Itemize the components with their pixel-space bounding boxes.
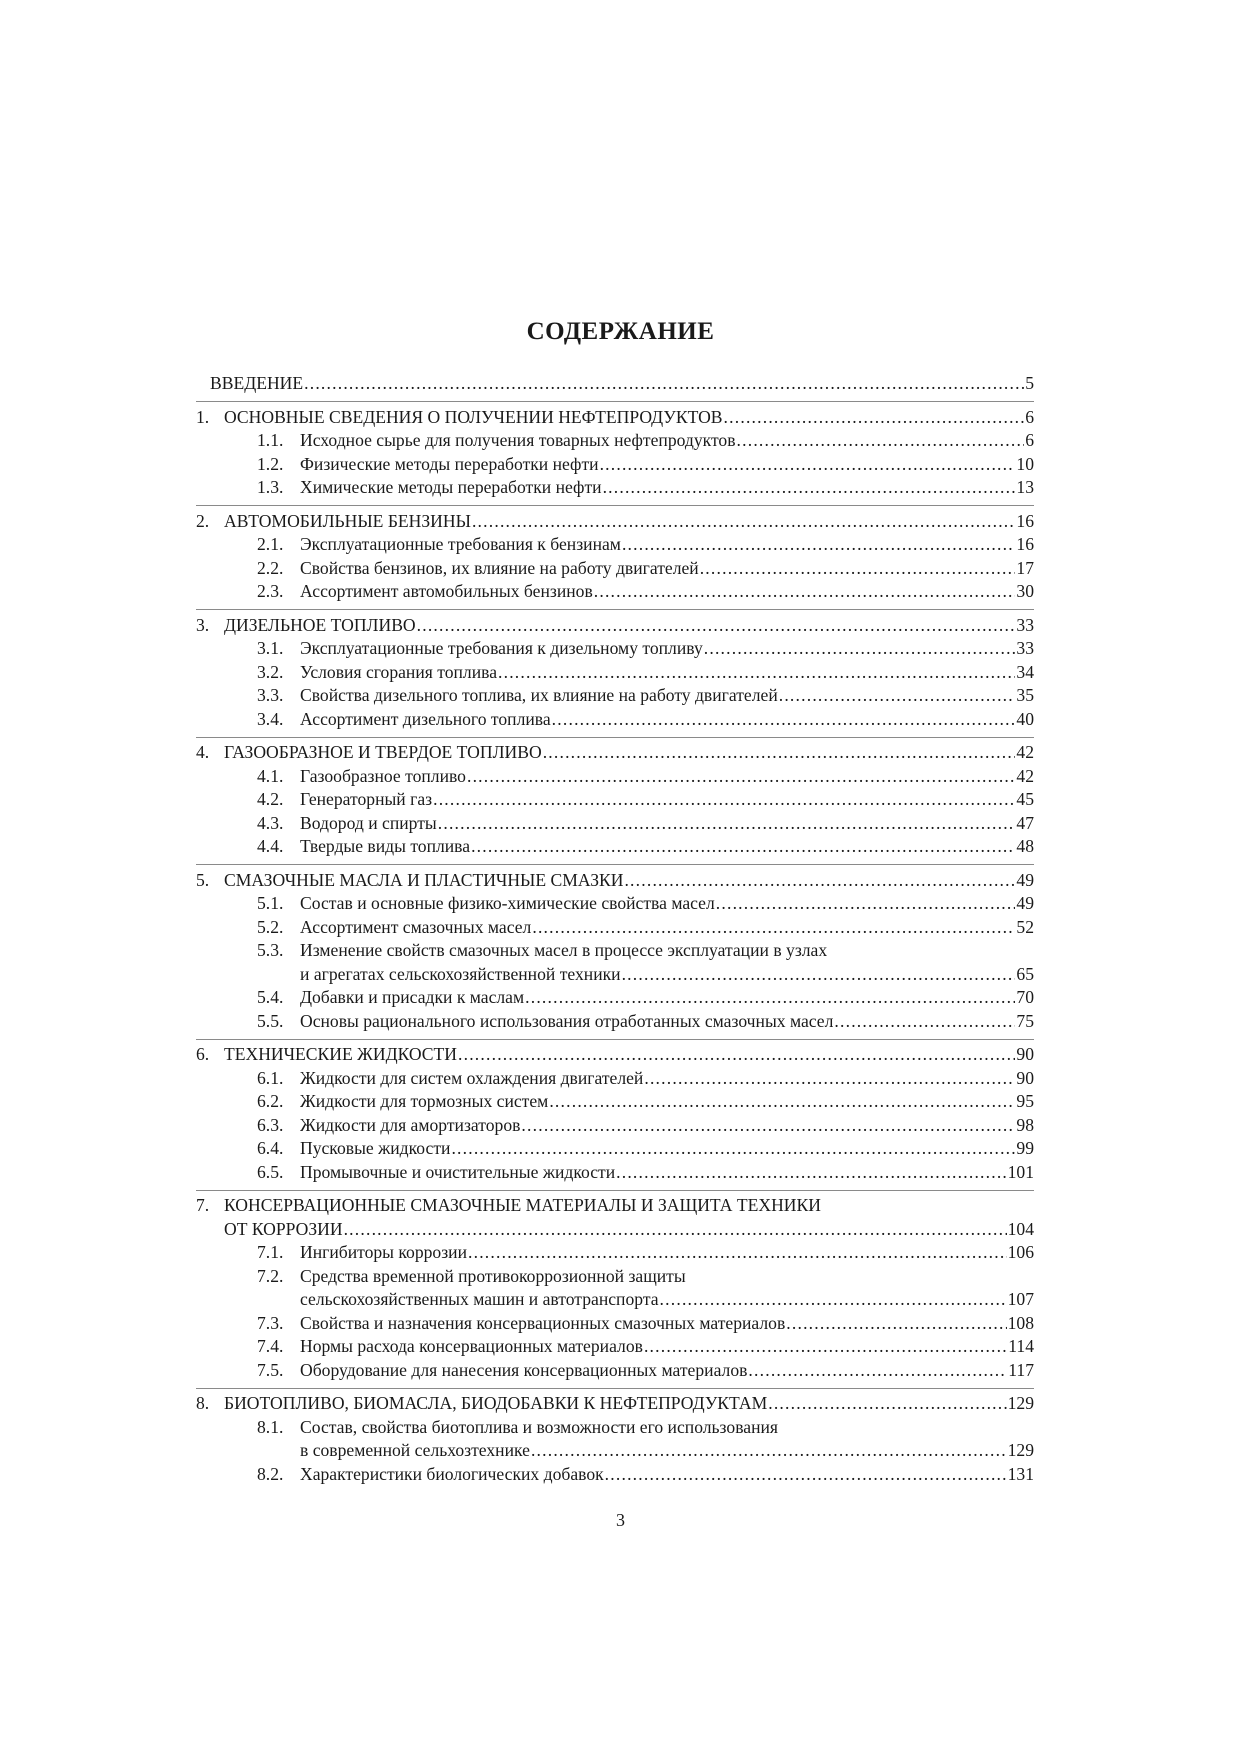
toc-section-number: 7.2. [257,1265,284,1286]
toc-chapter-group [196,510,1034,611]
toc-leader-dots [724,406,1025,430]
toc-chapter-number: 8. [196,1393,210,1413]
toc-section-title: Свойства бензинов, их влияние на работу двигателей [300,557,699,578]
toc-leader-dots [716,892,1016,916]
toc-leader-dots [768,1392,1006,1416]
toc-chapter-title: АВТОМОБИЛЬНЫЕ БЕНЗИНЫ [224,510,471,531]
toc-chapter-number: 1. [196,406,210,427]
toc-chapter-number: 5. [196,869,210,890]
toc-section-row[interactable] [196,1312,1034,1336]
toc-section-row[interactable] [196,708,1034,732]
toc-section-title: Генераторный газ [300,789,433,809]
toc-section-number: 4.1. [257,765,284,786]
toc-section-number: 2.2. [257,557,284,578]
toc-leader-dots [549,1090,1015,1114]
toc-section-title: Жидкости для амортизаторов [300,1114,521,1135]
toc-section-page: 13 [1016,477,1034,497]
toc-section-number: 6.1. [257,1067,284,1088]
toc-leader-dots [417,614,1016,638]
toc-section-title: Характеристики биологических добавок [300,1463,604,1484]
toc-section-title: Водород и спирты [300,812,437,833]
toc-section-row[interactable] [196,1416,1034,1440]
toc-intro-group [196,372,1034,402]
toc-section-row[interactable] [196,637,1034,661]
toc-leader-dots [532,916,1015,940]
toc-section-row[interactable] [196,533,1034,557]
toc-section-title: Оборудование для нанесения консервационных материалов [300,1359,748,1380]
toc-chapter-group [196,1043,1034,1191]
toc-section-title: Состав, свойства биотоплива и возможности его использования [300,1416,779,1437]
toc-section-row[interactable] [196,939,1034,963]
toc-section-title: Состав и основные физико-химические свойства масел [300,893,715,913]
toc-section-title: Ингибиторы коррозии [300,1242,468,1262]
toc-section-number: 3.4. [257,708,284,729]
toc-section-page: 48 [1016,836,1034,856]
toc-chapter-title-continued: ОТ КОРРОЗИИ [224,1218,343,1239]
toc-section-row[interactable] [196,1265,1034,1289]
toc-section-number: 5.3. [257,940,284,960]
toc-chapter-number: 6. [196,1044,210,1064]
toc-leader-dots [748,1359,1007,1383]
toc-section-title: Химические методы переработки нефти [300,477,602,497]
toc-section-row[interactable] [196,1241,1034,1265]
toc-chapter-title: ДИЗЕЛЬНОЕ ТОПЛИВО [224,614,416,635]
toc-section-page: 33 [1016,638,1034,658]
toc-section-title-continued: в современной сельхозтехнике [300,1440,530,1460]
toc-chapter-row-continued[interactable] [196,1218,1034,1242]
toc-section-page: 16 [1016,534,1034,554]
toc-chapter-number: 4. [196,742,210,762]
toc-section-number: 3.2. [257,661,284,682]
toc-section-page: 65 [1016,963,1034,984]
toc-chapter-number: 2. [196,510,210,531]
toc-section-row[interactable] [196,1359,1034,1383]
toc-section-title: Средства временной противокоррозионной защиты [300,1265,686,1286]
toc-section-row[interactable] [196,1137,1034,1161]
toc-leader-dots [471,835,1015,859]
toc-chapter-title: СМАЗОЧНЫЕ МАСЛА И ПЛАСТИЧНЫЕ СМАЗКИ [224,869,624,890]
toc-leader-dots [304,372,1024,396]
toc-section-title: Газообразное топливо [300,765,466,786]
toc-leader-dots [616,1161,1006,1185]
toc-section-page: 106 [1007,1242,1034,1262]
toc-chapter-page: 104 [1007,1218,1034,1239]
toc-leader-dots [622,533,1015,557]
toc-section-number: 1.3. [257,477,284,497]
toc-section-page: 17 [1016,557,1034,578]
toc-chapter-row[interactable] [196,1194,1034,1218]
toc-section-row-continued[interactable] [196,1439,1034,1463]
toc-section-number: 8.2. [257,1463,284,1484]
toc-leader-dots [467,765,1015,789]
toc-leader-dots [644,1067,1015,1091]
toc-section-title: Свойства дизельного топлива, их влияние на работу двигателей [300,685,778,705]
toc-section-number: 6.4. [257,1138,284,1158]
toc-section-title-continued: сельскохозяйственных машин и автотранспорта [300,1289,659,1309]
toc-chapter-number: 7. [196,1195,210,1215]
toc-chapter-row[interactable] [196,510,1034,534]
toc-chapter-page: 42 [1016,742,1034,762]
toc-section-title: Изменение свойств смазочных масел в процессе эксплуатации в узлах [300,940,828,960]
toc-leader-dots [594,580,1016,604]
toc-chapter-page: 33 [1016,614,1034,635]
toc-section-title: Исходное сырье для получения товарных нефтепродуктов [300,430,736,450]
toc-section-row[interactable] [196,835,1034,859]
toc-section-page: 47 [1016,812,1034,833]
toc-section-page: 129 [1007,1440,1034,1460]
toc-section-number: 3.1. [257,638,284,658]
toc-leader-dots [786,1312,1006,1336]
toc-section-title: Ассортимент смазочных масел [300,916,532,937]
toc-section-title: Промывочные и очистительные жидкости [300,1161,616,1182]
toc-chapter-row[interactable] [196,614,1034,638]
toc-section-row[interactable] [196,788,1034,812]
toc-section-number: 5.2. [257,916,284,937]
toc-section-page: 95 [1016,1091,1034,1111]
toc-section-row[interactable] [196,661,1034,685]
toc-chapter-row[interactable] [196,406,1034,430]
toc-leader-dots [438,812,1016,836]
toc-chapter-title: КОНСЕРВАЦИОННЫЕ СМАЗОЧНЫЕ МАТЕРИАЛЫ И ЗАЩИТА ТЕХНИКИ [224,1195,821,1215]
toc-leader-dots [451,1137,1015,1161]
toc-section-row-continued[interactable] [196,1288,1034,1312]
toc-chapter-group [196,406,1034,507]
toc-leader-dots [543,741,1016,765]
toc-leader-dots [600,453,1016,477]
toc-leader-dots [344,1218,1007,1242]
toc-section-number: 7.3. [257,1312,284,1333]
toc-leader-dots [531,1439,1007,1463]
toc-chapter-group [196,869,1034,1040]
toc-leader-dots [700,557,1016,581]
toc-section-number: 2.3. [257,581,284,601]
toc-section-number: 7.5. [257,1359,284,1380]
toc-chapter-page: 6 [1025,406,1034,427]
toc-section-title: Физические методы переработки нефти [300,453,599,474]
toc-section-page: 10 [1016,453,1034,474]
toc-section-row[interactable] [196,1161,1034,1185]
toc-section-row[interactable] [196,1114,1034,1138]
toc-section-page: 108 [1007,1312,1034,1333]
toc-section-row[interactable] [196,453,1034,477]
toc-chapter-page: 90 [1016,1044,1034,1064]
toc-section-title: Ассортимент автомобильных бензинов [300,581,593,601]
toc-section-number: 4.3. [257,812,284,833]
toc-section-row[interactable] [196,580,1034,604]
toc-chapter-row[interactable] [196,741,1034,765]
toc-section-title: Нормы расхода консервационных материалов [300,1336,643,1356]
toc-chapter-title: ГАЗООБРАЗНОЕ И ТВЕРДОЕ ТОПЛИВО [224,742,542,762]
toc-section-row[interactable] [196,429,1034,453]
toc-section-title: Эксплуатационные требования к бензинам [300,534,621,554]
toc-section-page: 98 [1016,1114,1034,1135]
toc-section-page: 34 [1016,661,1034,682]
toc-leader-dots [552,708,1016,732]
toc-section-row[interactable] [196,684,1034,708]
toc-section-number: 1.2. [257,453,284,474]
toc-section-title: Твердые виды топлива [300,836,471,856]
toc-leader-dots [779,684,1016,708]
toc-section-row[interactable] [196,916,1034,940]
toc-section-title: Пусковые жидкости [300,1138,451,1158]
toc-section-number: 5.4. [257,987,284,1007]
toc-chapter-row[interactable] [196,1392,1034,1416]
toc-section-page: 30 [1016,581,1034,601]
toc-section-row[interactable] [196,765,1034,789]
toc-leader-dots [433,788,1015,812]
toc-section-row[interactable] [196,1335,1034,1359]
toc-section-number: 5.1. [257,893,284,913]
toc-section-row[interactable] [196,476,1034,500]
toc-chapter-page: 49 [1016,869,1034,890]
toc-chapter-number: 3. [196,614,210,635]
toc-section-page: 45 [1016,789,1034,809]
toc-intro-page: 5 [1025,373,1034,393]
toc-leader-dots [834,1010,1015,1034]
page-title: СОДЕРЖАНИЕ [526,318,715,345]
toc-section-number: 7.4. [257,1336,284,1356]
toc-section-page: 52 [1016,916,1034,937]
toc-section-row[interactable] [196,1067,1034,1091]
toc-section-page: 35 [1016,685,1034,705]
toc-section-page: 101 [1007,1161,1034,1182]
toc-chapter-group [196,1392,1034,1492]
toc-section-page: 131 [1007,1463,1034,1484]
toc-chapter-title: БИОТОПЛИВО, БИОМАСЛА, БИОДОБАВКИ К НЕФТЕПРОДУКТАМ [224,1393,768,1413]
toc-section-row[interactable] [196,1010,1034,1034]
toc-chapter-group [196,614,1034,738]
toc-leader-dots [704,637,1016,661]
toc-section-title: Жидкости для систем охлаждения двигателей [300,1067,644,1088]
toc-leader-dots [737,429,1025,453]
toc-section-title: Основы рационального использования отработанных смазочных масел [300,1010,834,1031]
toc-chapter-title: ОСНОВНЫЕ СВЕДЕНИЯ О ПОЛУЧЕНИИ НЕФТЕПРОДУКТОВ [224,406,723,427]
page-number: 3 [616,1510,625,1530]
toc-section-page: 90 [1016,1067,1034,1088]
toc-section-title-continued: и агрегатах сельскохозяйственной техники [300,963,621,984]
toc-intro-title: ВВЕДЕНИЕ [210,373,304,393]
toc-chapter-page: 129 [1007,1393,1034,1413]
toc-section-title: Жидкости для тормозных систем [300,1091,549,1111]
toc-leader-dots [521,1114,1015,1138]
toc-chapter-row[interactable] [196,1043,1034,1067]
toc-section-page: 114 [1008,1336,1034,1356]
toc-section-row-continued[interactable] [196,963,1034,987]
toc-leader-dots [498,661,1015,685]
toc-chapter-row[interactable] [196,869,1034,893]
toc-leader-dots [525,986,1015,1010]
toc-section-row[interactable] [196,986,1034,1010]
toc-section-number: 7.1. [257,1242,284,1262]
toc-section-title: Добавки и присадки к маслам [300,987,525,1007]
toc-section-number: 2.1. [257,534,284,554]
toc-section-number: 4.2. [257,789,284,809]
toc-section-number: 8.1. [257,1416,284,1437]
toc-section-title: Эксплуатационные требования к дизельному топливу [300,638,703,658]
toc-chapter-page: 16 [1016,510,1034,531]
toc-leader-dots [458,1043,1015,1067]
toc-leader-dots [660,1288,1007,1312]
toc-section-page: 6 [1025,430,1034,450]
table-of-contents [196,372,1034,1495]
toc-section-page: 49 [1016,893,1034,913]
toc-section-page: 107 [1007,1289,1034,1309]
toc-section-number: 1.1. [257,430,284,450]
toc-section-row[interactable] [196,557,1034,581]
toc-section-number: 3.3. [257,685,284,705]
toc-leader-dots [622,963,1016,987]
toc-leader-dots [644,1335,1007,1359]
toc-section-page: 70 [1016,987,1034,1007]
toc-section-title: Условия сгорания топлива [300,661,498,682]
toc-section-row[interactable] [196,1090,1034,1114]
toc-section-row[interactable] [196,892,1034,916]
toc-intro-row[interactable] [196,372,1034,396]
toc-leader-dots [468,1241,1007,1265]
toc-leader-dots [472,510,1015,534]
toc-chapter-title: ТЕХНИЧЕСКИЕ ЖИДКОСТИ [224,1044,457,1064]
toc-section-page: 117 [1008,1359,1034,1380]
toc-leader-dots [624,869,1015,893]
toc-section-row[interactable] [196,812,1034,836]
toc-leader-dots [603,476,1016,500]
toc-section-page: 99 [1016,1138,1034,1158]
toc-section-number: 6.5. [257,1161,284,1182]
toc-section-number: 4.4. [257,836,284,856]
toc-section-title: Свойства и назначения консервационных смазочных материалов [300,1312,786,1333]
toc-chapter-group [196,1194,1034,1389]
toc-section-number: 6.2. [257,1091,284,1111]
toc-section-number: 5.5. [257,1010,284,1031]
toc-section-page: 75 [1016,1010,1034,1031]
toc-section-page: 42 [1016,765,1034,786]
toc-section-page: 40 [1016,708,1034,729]
toc-section-title: Ассортимент дизельного топлива [300,708,551,729]
toc-chapter-group [196,741,1034,865]
toc-leader-dots [605,1463,1007,1487]
toc-section-number: 6.3. [257,1114,284,1135]
toc-section-row[interactable] [196,1463,1034,1487]
